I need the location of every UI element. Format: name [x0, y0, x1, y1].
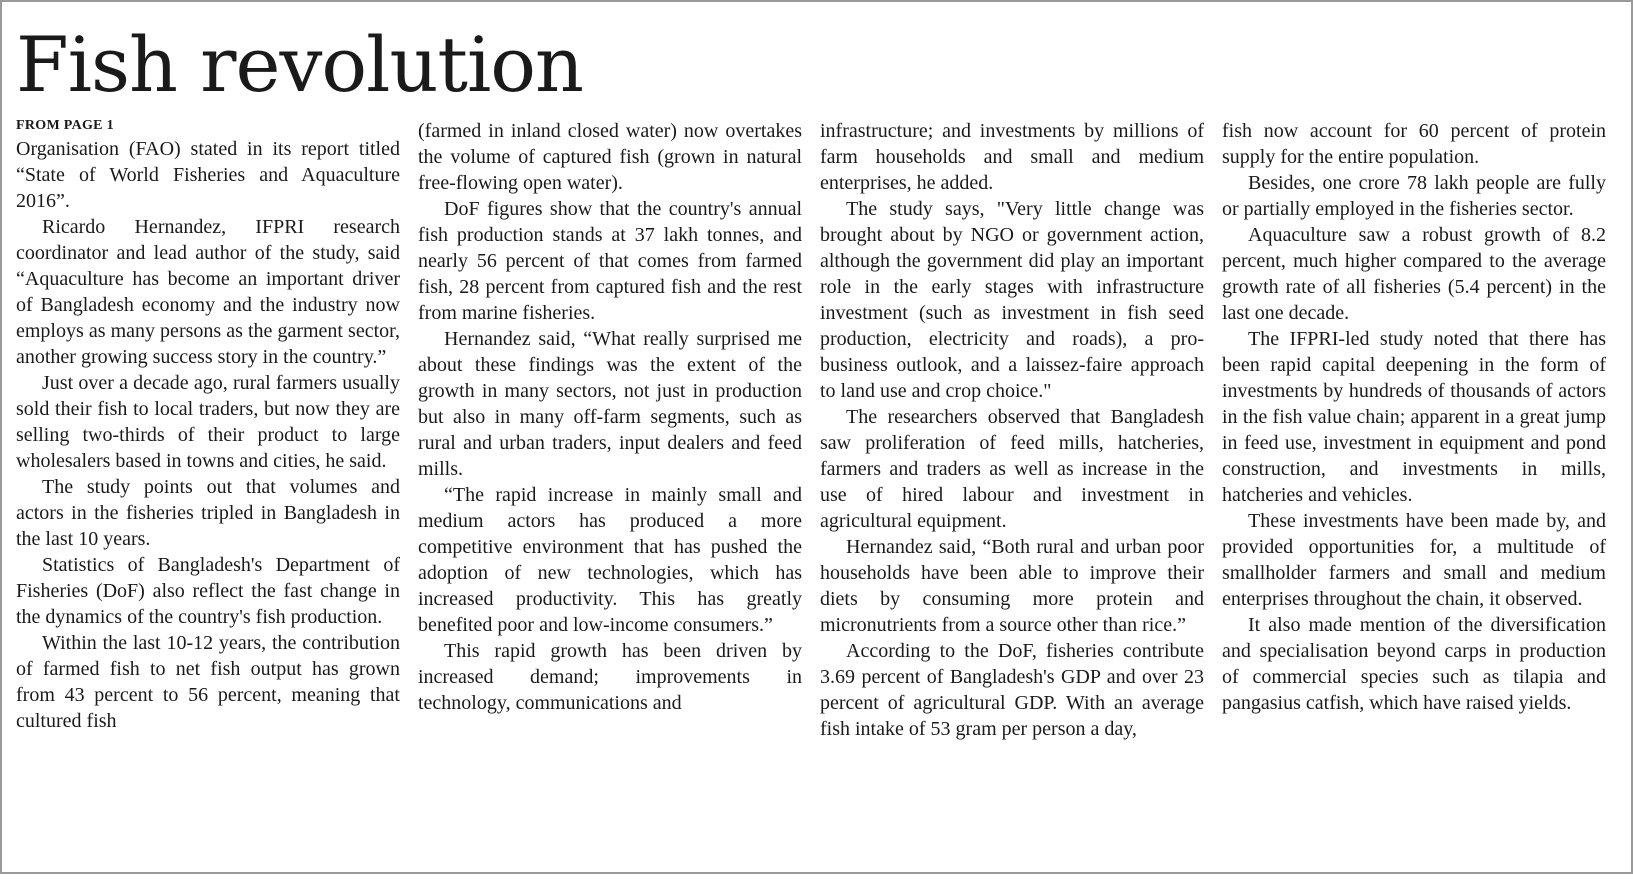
paragraph: The researchers observed that Bangladesh saw proliferation of feed mills, hatcheries, farmers and traders as well as increase in the use of hired labour and investment in agricultural equipment. — [820, 406, 1204, 532]
paragraph: The IFPRI-led study noted that there has been rapid capital deepening in the form of investments by hundreds of thousands of actors in the fish value chain; apparent in a great jump in feed use, investment in equipment and pond construction, and investments in mills, hatcheries and vehicles. — [1222, 328, 1606, 506]
paragraph: It also made mention of the diversification and specialisation beyond carps in production of commercial species such as tilapia and pangasius catfish, which have raised yields. — [1222, 614, 1606, 714]
kicker-from-page: FROM PAGE 1 — [16, 118, 114, 133]
paragraph: The study points out that volumes and actors in the fisheries tripled in Bangladesh in the last 10 years. — [16, 476, 400, 550]
bottom-border — [0, 872, 1633, 874]
paragraph: Besides, one crore 78 lakh people are fully or partially employed in the fisheries sector. — [1222, 172, 1606, 220]
paragraph: Just over a decade ago, rural farmers usually sold their fish to local traders, but now they are selling two-thirds of their product to large wholesalers based in towns and cities, he said. — [16, 372, 400, 472]
paragraph: Aquaculture saw a robust growth of 8.2 percent, much higher compared to the average growth rate of all fisheries (5.4 percent) in the last one decade. — [1222, 224, 1606, 324]
paragraph: Within the last 10-12 years, the contribution of farmed fish to net fish output has grown from 43 percent to 56 percent, meaning that cultured fish — [16, 632, 400, 732]
left-border — [0, 0, 2, 874]
paragraph: The study says, "Very little change was brought about by NGO or government action, although the government did play an important role in the early stages with infrastructure investment (such as investment in fish seed production, electricity and roads), a pro-business outlook, and a laissez-faire approach to land use and crop choice." — [820, 198, 1204, 402]
paragraph: Hernandez said, “What really surprised me about these findings was the extent of the growth in many sectors, not just in production but also in many off-farm segments, such as rural and urban traders, input dealers and feed mills. — [418, 328, 802, 480]
paragraph: Ricardo Hernandez, IFPRI research coordinator and lead author of the study, said “Aquaculture has become an important driver of Bangladesh economy and the industry now employs as many persons as the garment sector, another growing success story in the country.” — [16, 216, 400, 368]
paragraph: This rapid growth has been driven by increased demand; improvements in technology, communications and — [418, 640, 802, 714]
column-3 — [820, 118, 1204, 868]
paragraph: infrastructure; and investments by millions of farm households and small and medium enterprises, he added. — [820, 120, 1204, 194]
paragraph: Hernandez said, “Both rural and urban poor households have been able to improve their diets by consuming more protein and micronutrients from a source other than rice.” — [820, 536, 1204, 636]
paragraph: Organisation (FAO) stated in its report titled “State of World Fisheries and Aquaculture 2016”. — [16, 138, 400, 212]
paragraph: Statistics of Bangladesh's Department of Fisheries (DoF) also reflect the fast change in the dynamics of the country's fish production. — [16, 554, 400, 628]
paragraph: (farmed in inland closed water) now overtakes the volume of captured fish (grown in natural free-flowing open water). — [418, 120, 802, 194]
paragraph: These investments have been made by, and provided opportunities for, a multitude of smallholder farmers and small and medium enterprises throughout the chain, it observed. — [1222, 510, 1606, 610]
article-body — [16, 118, 1618, 868]
headline: Fish revolution — [16, 20, 583, 109]
top-border — [0, 0, 1633, 2]
paragraph: According to the DoF, fisheries contribute 3.69 percent of Bangladesh's GDP and over 23 percent of agricultural GDP. With an average fish intake of 53 gram per person a day, — [820, 640, 1204, 740]
paragraph: “The rapid increase in mainly small and medium actors has produced a more competitive environment that has pushed the adoption of new technologies, which has increased productivity. This has greatly benefited poor and low-income consumers.” — [418, 484, 802, 636]
paragraph: DoF figures show that the country's annual fish production stands at 37 lakh tonnes, and nearly 56 percent of that comes from farmed fish, 28 percent from captured fish and the rest from marine fisheries. — [418, 198, 802, 324]
paragraph: fish now account for 60 percent of protein supply for the entire population. — [1222, 120, 1606, 168]
column-2 — [418, 118, 802, 868]
column-4 — [1222, 118, 1606, 868]
column-1 — [16, 118, 400, 868]
